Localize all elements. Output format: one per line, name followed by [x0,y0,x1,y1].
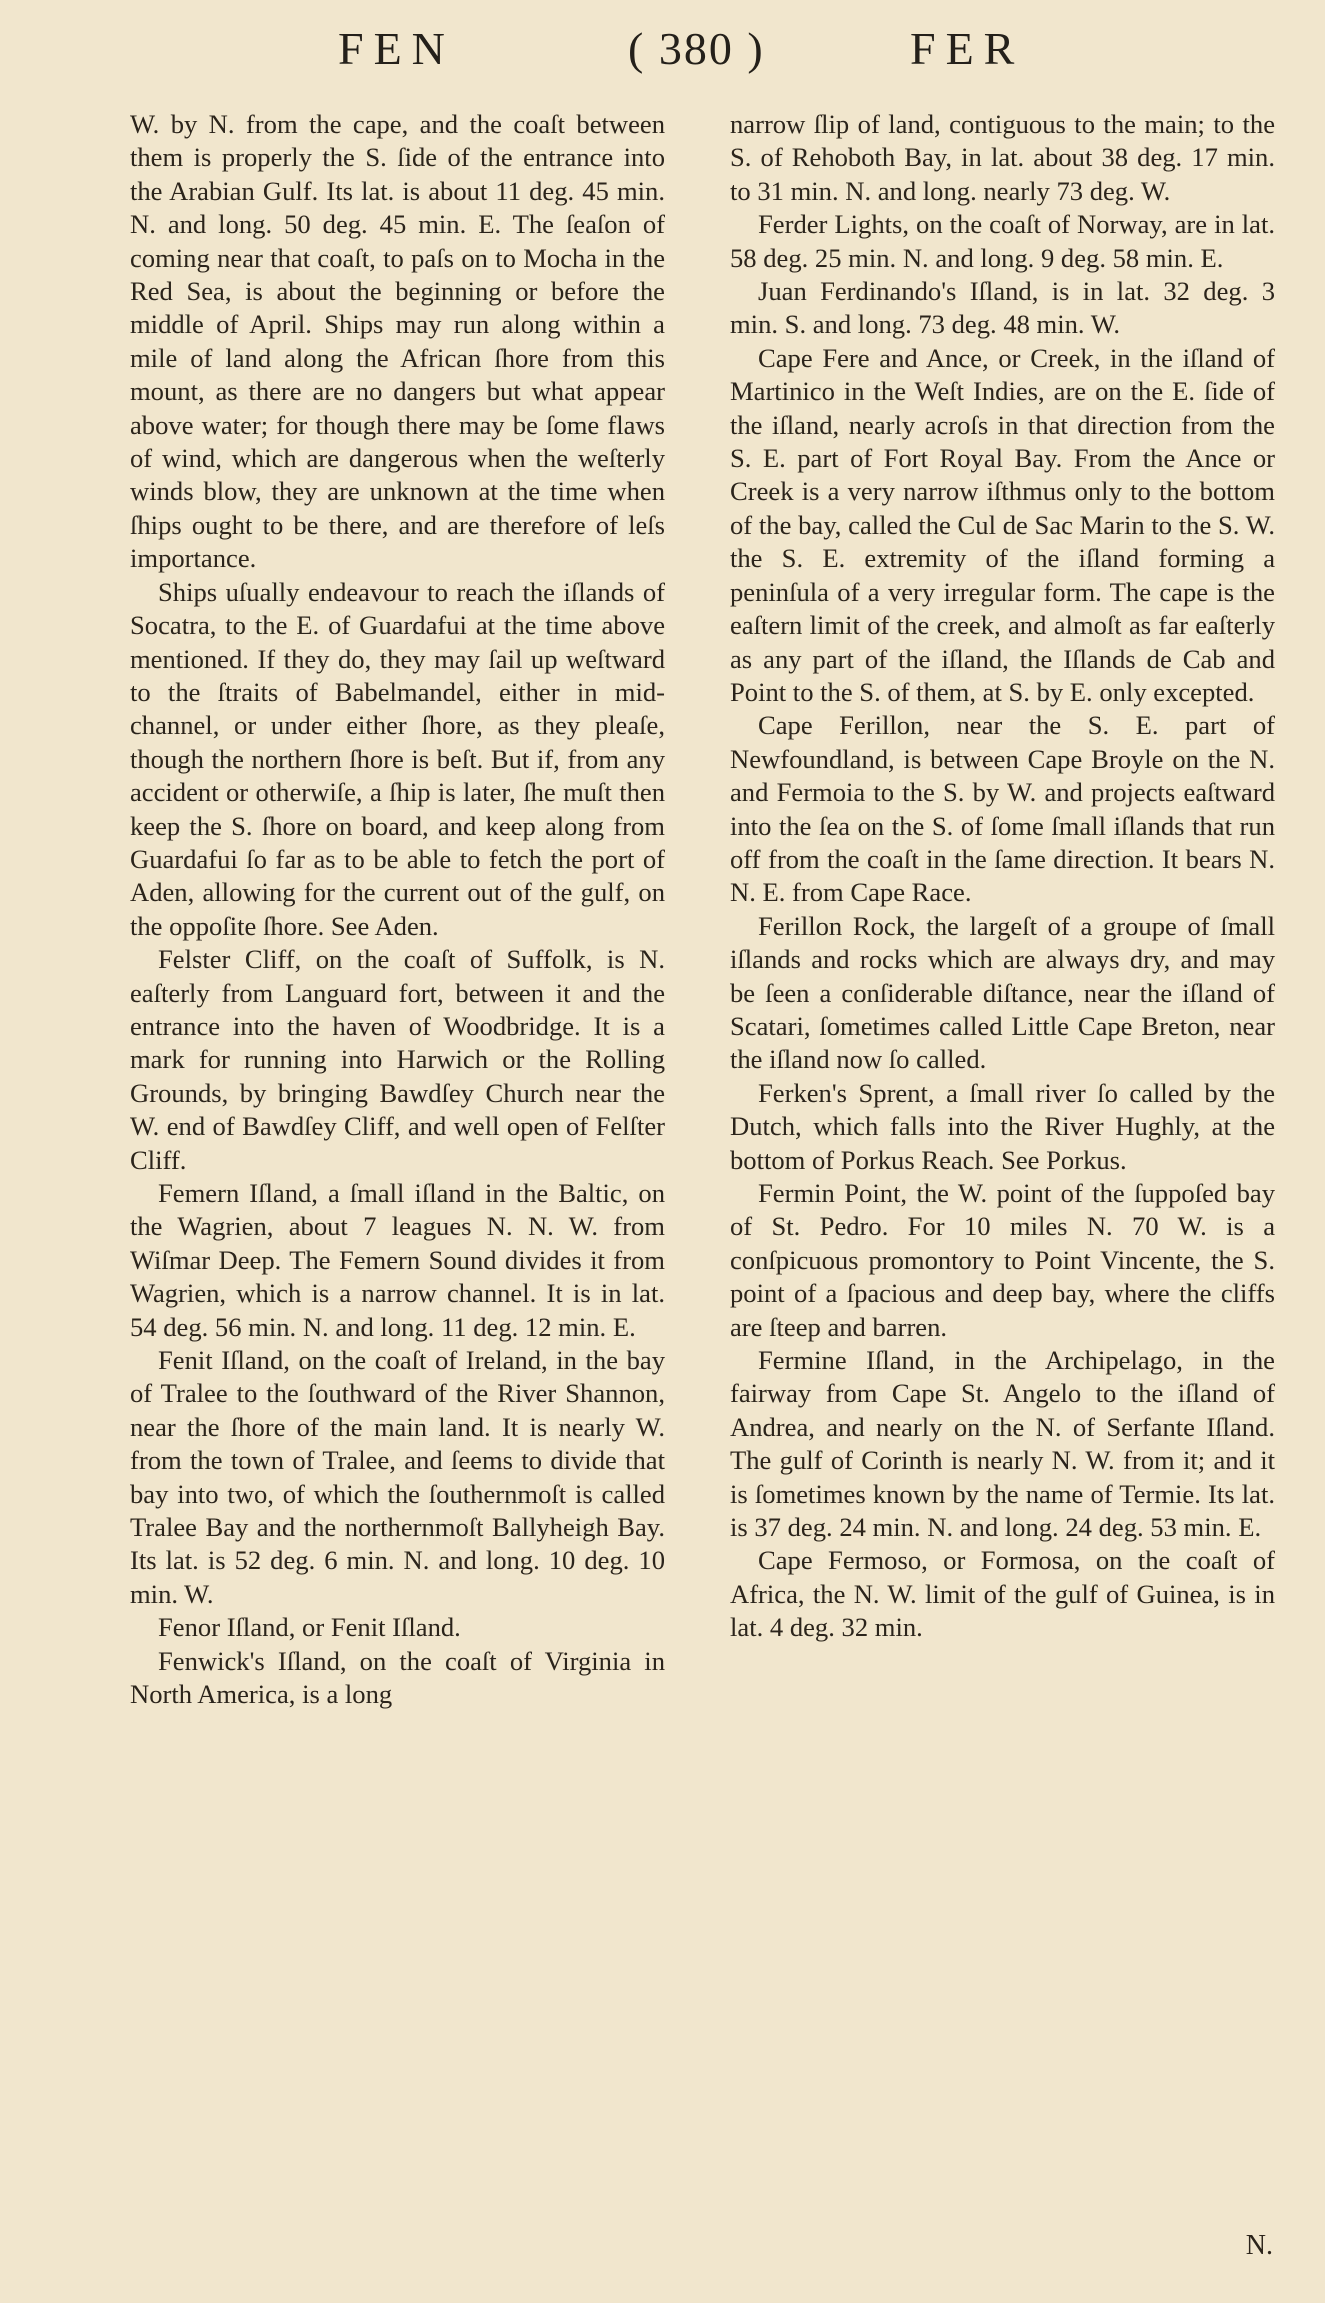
paragraph: Fermin Point, the W. point of the ſuppoſed bay of St. Pedro. For 10 miles N. 70 W. is a conſpicuous promontory to Point Vincente, the S. point of a ſpacious and deep bay, where the cliffs are ſteep and barren. [730,1178,1275,1342]
paragraph: Cape Fere and Ance, or Creek, in the iſland of Martinico in the Weſt Indies, are on the E. ſide of the iſland, nearly acroſs in that direction from the S. E. part of Fort Royal Bay. From the Ance or Creek is a very narrow iſthmus only to the bottom of the bay, called the Cul de Sac Marin to the S. W. the S. E. extremity of the iſland forming a peninſula of a very irregular form. The cape is the eaſtern limit of the creek, and almoſt as far eaſterly as any part of the iſland, the Iſlands de Cab and Point to the S. of them, at S. by E. only excepted. [730,342,1275,707]
paragraph: Ferillon Rock, the largeſt of a groupe of ſmall iſlands and rocks which are always dry, and may be ſeen a conſiderable diſtance, near the iſland of Scatari, ſometimes called Little Cape Breton, near the iſland now ſo called. [730,910,1275,1075]
running-head [0,22,1325,82]
paragraph: Fenwick's Iſland, on the coaſt of Virginia in North America, is a long [130,1645,665,1710]
running-head-right: FER [910,23,1025,74]
paragraph: Fenit Iſland, on the coaſt of Ireland, in the bay of Tralee to the ſouthward of the River Shannon, near the ſhore of the main land. It is nearly W. from the town of Tralee, and ſeems to divide that bay into two, of which the ſouthernmoſt is called Tralee Bay and the northernmoſt Ballyheigh Bay. Its lat. is 52 deg. 6 min. N. and long. 10 deg. 10 min. W. [130,1345,665,1609]
catchword: N. [1245,2230,1273,2261]
right-column [730,108,1275,1645]
page-number: ( 380 ) [628,23,765,74]
paragraph: Felster Cliff, on the coaſt of Suffolk, is N. eaſterly from Languard fort, between it and the entrance into the haven of Woodbridge. It is a mark for running into Harwich or the Rolling Grounds, by bringing Bawdſey Church near the W. end of Bawdſey Cliff, and well open of Felſter Cliff. [130,944,665,1175]
paragraph: Cape Fermoso, or Formosa, on the coaſt of Africa, the N. W. limit of the gulf of Guinea, is in lat. 4 deg. 32 min. [730,1545,1275,1643]
paragraph: W. by N. from the cape, and the coaſt between them is properly the S. ſide of the entrance into the Arabian Gulf. Its lat. is about 11 deg. 45 min. N. and long. 50 deg. 45 min. E. The ſeaſon of coming near that coaſt, to paſs on to Mocha in the Red Sea, is about the beginning or before the middle of April. Ships may run along within a mile of land along the African ſhore from this mount, as there are no dangers but what appear above water; for though there may be ſome flaws of wind, which are dangerous when the weſterly winds blow, they are unknown at the time when ſhips ought to be there, and are therefore of leſs importance. [130,109,665,574]
paragraph: Femern Iſland, a ſmall iſland in the Baltic, on the Wagrien, about 7 leagues N. N. W. from Wiſmar Deep. The Femern Sound divides it from Wagrien, which is a narrow channel. It is in lat. 54 deg. 56 min. N. and long. 11 deg. 12 min. E. [130,1178,665,1342]
paragraph: Juan Ferdinando's Iſland, is in lat. 32 deg. 3 min. S. and long. 73 deg. 48 min. W. [730,276,1275,340]
left-column [130,108,665,1712]
paragraph: narrow ſlip of land, contiguous to the main; to the S. of Rehoboth Bay, in lat. about 38 deg. 17 min. to 31 min. N. and long. nearly 73 deg. W. [730,109,1275,206]
running-head-left: FEN [338,23,455,74]
paragraph: Ships uſually endeavour to reach the iſlands of Socatra, to the E. of Guardafui at the time above mentioned. If they do, they may ſail up weſtward to the ſtraits of Babelmandel, either in mid-channel, or under either ſhore, as they pleaſe, though the northern ſhore is beſt. But if, from any accident or otherwiſe, a ſhip is later, ſhe muſt then keep the S. ſhore on board, and keep along from Guardafui ſo far as to be able to fetch the port of Aden, allowing for the current out of the gulf, on the oppoſite ſhore. See Aden. [130,576,665,941]
paragraph: Ferken's Sprent, a ſmall river ſo called by the Dutch, which falls into the River Hughly, at the bottom of Porkus Reach. See Porkus. [730,1077,1275,1175]
paragraph: Fenor Iſland, or Fenit Iſland. [158,1612,461,1643]
paragraph: Ferder Lights, on the coaſt of Norway, are in lat. 58 deg. 25 min. N. and long. 9 deg. 58 min. E. [730,209,1275,273]
paragraph: Fermine Iſland, in the Archipelago, in the fairway from Cape St. Angelo to the iſland of Andrea, and nearly on the N. of Serfante Iſland. The gulf of Corinth is nearly N. W. from it; and it is ſometimes known by the name of Termie. Its lat. is 37 deg. 24 min. N. and long. 24 deg. 53 min. E. [730,1345,1275,1543]
paragraph: Cape Ferillon, near the S. E. part of Newfoundland, is between Cape Broyle on the N. and Fermoia to the S. by W. and projects eaſtward into the ſea on the S. of ſome ſmall iſlands that run off from the coaſt in the ſame direction. It bears N. N. E. from Cape Race. [730,710,1275,908]
